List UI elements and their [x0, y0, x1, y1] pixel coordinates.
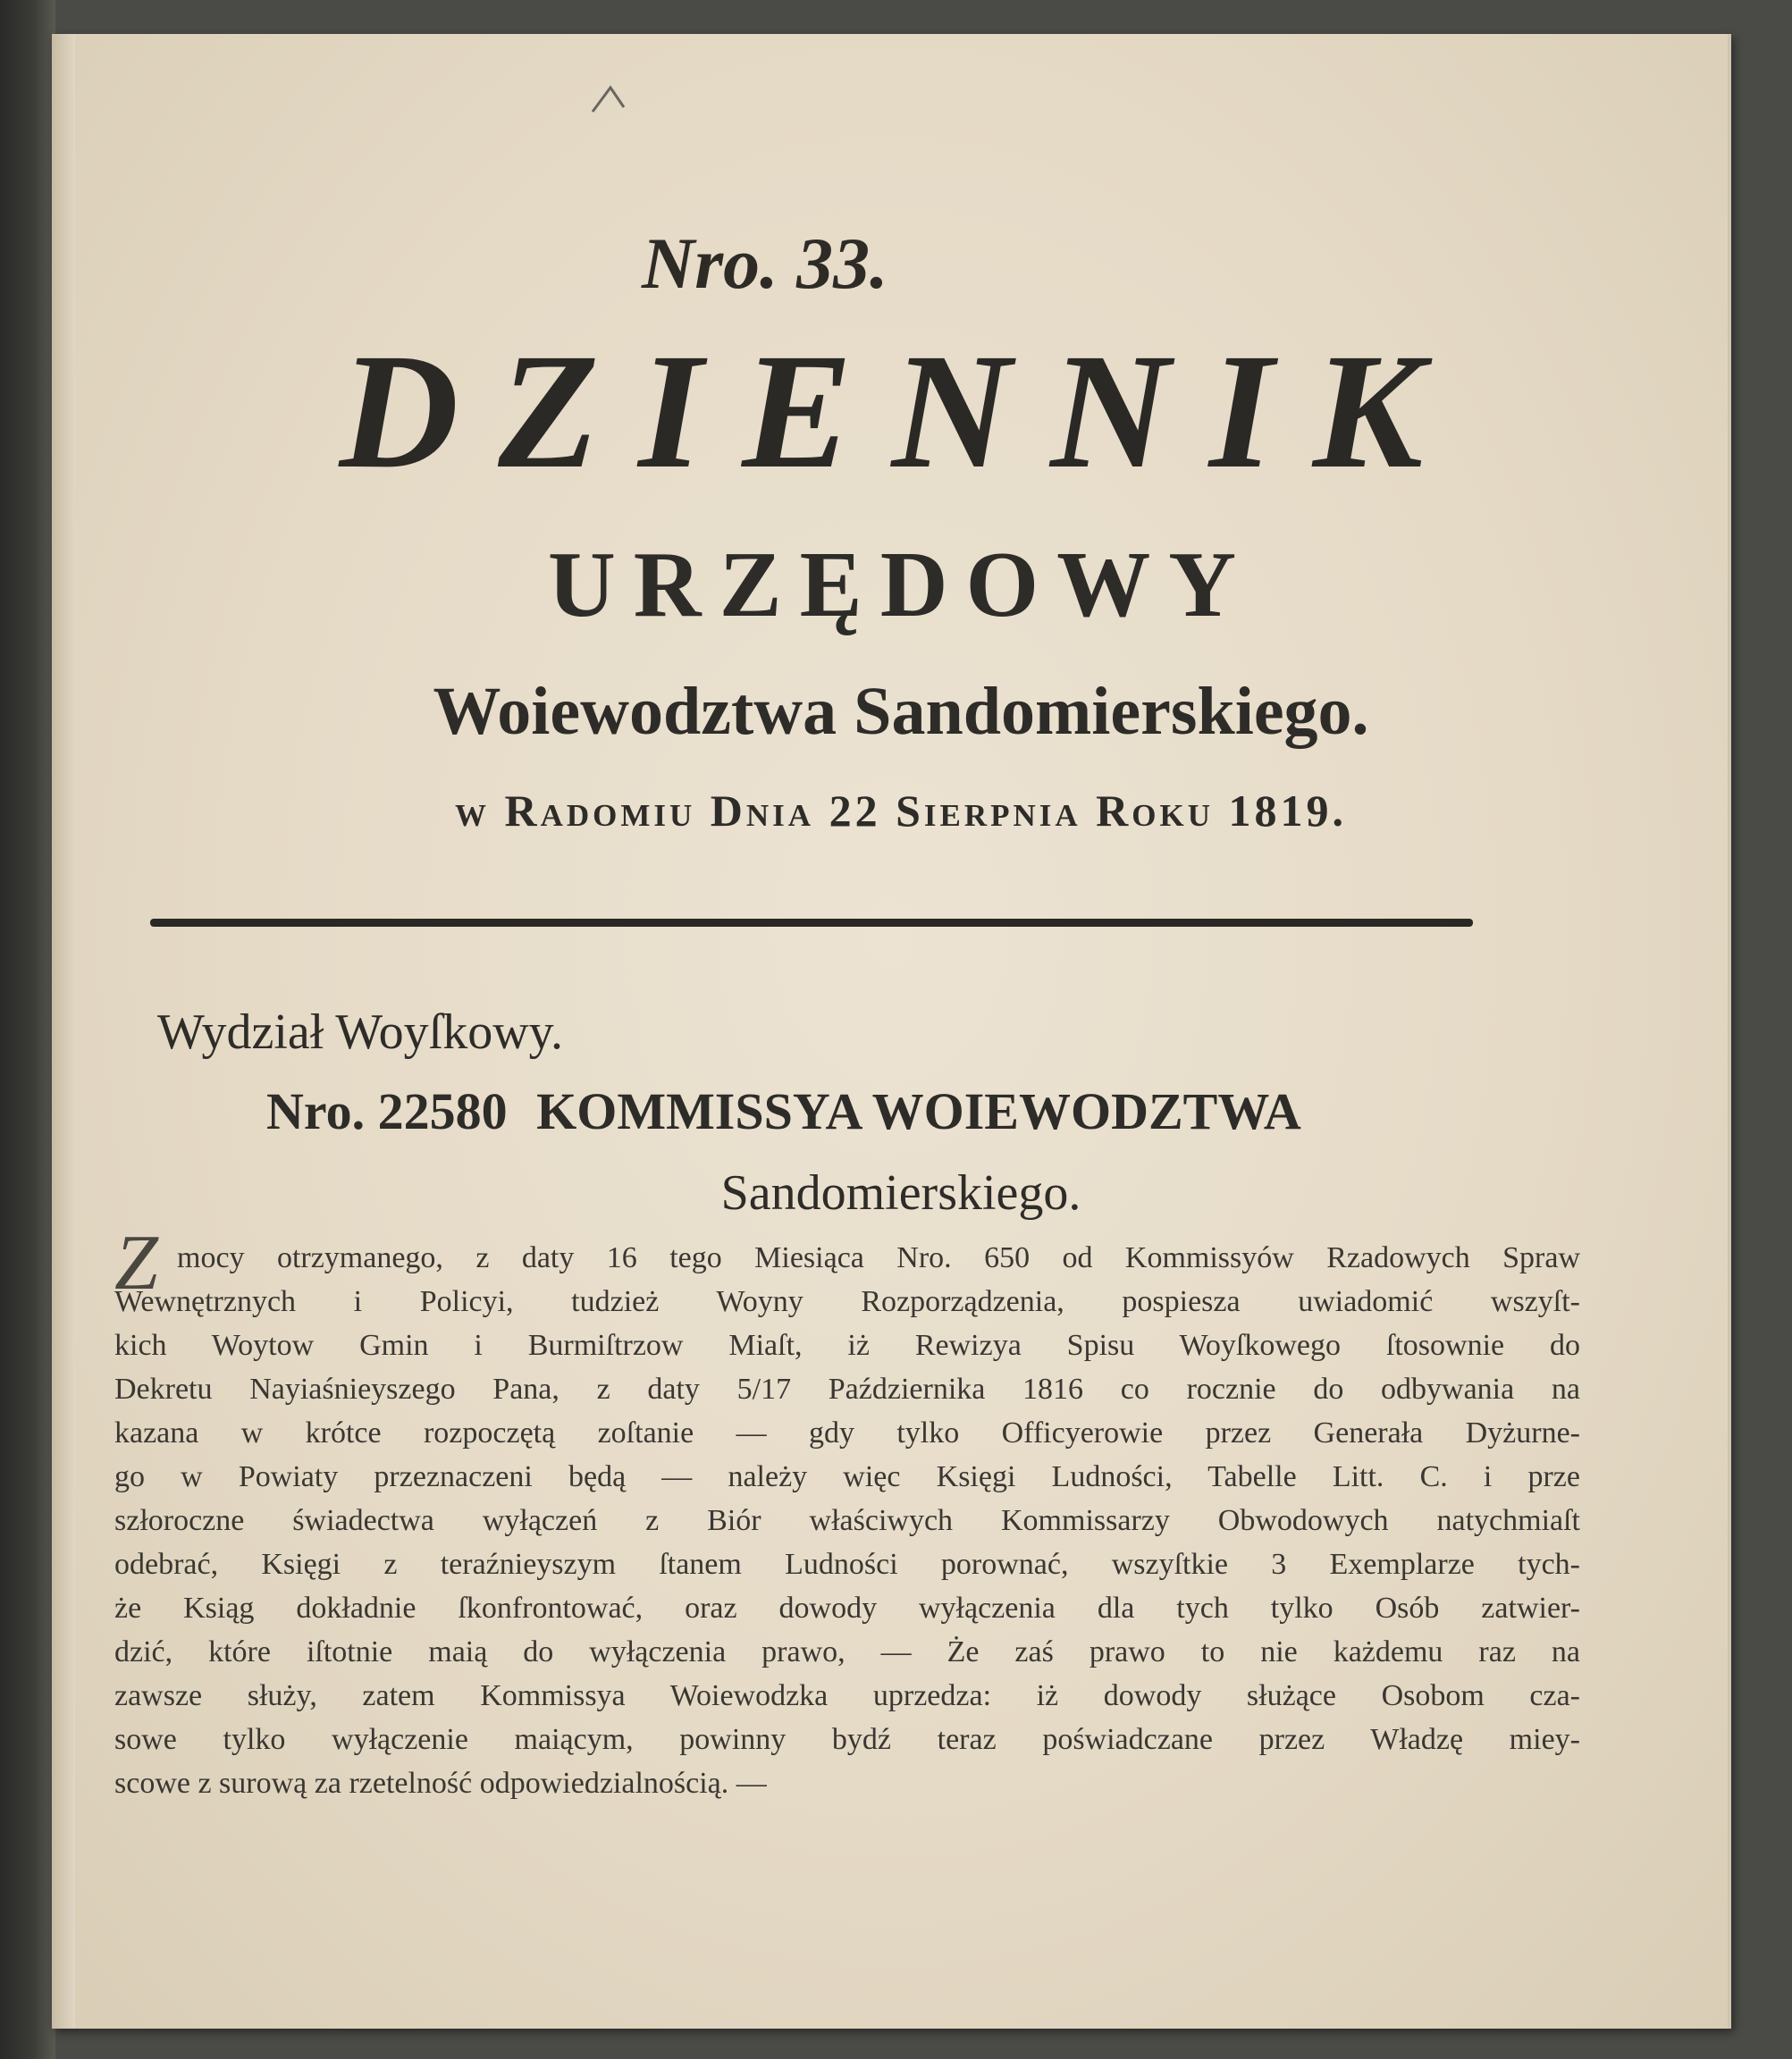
issuer-name: KOMMISSYA WOIEWODZTWA: [536, 1082, 1301, 1140]
department-heading: Wydział Woyſkowy.: [157, 1004, 564, 1060]
body-line: go w Powiaty przeznaczeni będą — należy więc Księgi Ludności, Tabelle Litt. C. i prze: [114, 1460, 1580, 1493]
body-line: Wewnętrznych i Policyi, tudzież Woyny Rozporządzenia, pospiesza uwiadomić wszyſt-: [114, 1285, 1580, 1318]
body-line: dzić, które iſtotnie maią do wyłączenia prawo, — Że zaś prawo to nie każdemu raz na: [114, 1635, 1580, 1668]
document-page: [52, 34, 1731, 2029]
masthead-title: DZIENNIK: [339, 320, 1463, 503]
drop-cap: Z: [114, 1220, 158, 1307]
body-line: że Ksiąg dokładnie ſkonfrontować, oraz dowody wyłączenia dla tych tylko Osób zatwier-: [114, 1592, 1580, 1625]
region-line: Woiewodztwa Sandomierskiego.: [433, 674, 1369, 749]
body-line: odebrać, Księgi z teraźnieyszym ſtanem Ludności porownać, wszyſtkie 3 Exemplarze tych-: [114, 1548, 1580, 1581]
body-line: mocy otrzymanego, z daty 16 tego Miesiąca Nro. 650 od Kommissyów Rzadowych Spraw: [177, 1241, 1580, 1274]
document-number: Nro. 22580: [266, 1082, 508, 1140]
body-line: sowe tylko wyłączenie maiącym, powinny bydź teraz poświadczane przez Władzę miey-: [114, 1723, 1580, 1756]
body-paragraph: [114, 1236, 1580, 1805]
masthead-subtitle: URZĘDOWY: [547, 532, 1255, 636]
body-line: kich Woytow Gmin i Burmiſtrzow Miaſt, iż Rewizya Spisu Woyſkowego ſtosownie do: [114, 1329, 1580, 1362]
pencil-mark-icon: [588, 80, 642, 125]
body-line: scowe z surową za rzetelność odpowiedzialnością. —: [114, 1767, 767, 1800]
body-line: Dekretu Nayiaśnieyszego Pana, z daty 5/17 Października 1816 co rocznie do odbywania na: [114, 1373, 1580, 1406]
body-line: zawsze służy, zatem Kommissya Woiewodzka uprzedza: iż dowody służące Osobom cza-: [114, 1679, 1580, 1712]
commission-heading: [266, 1081, 1518, 1141]
header-divider: [150, 919, 1473, 927]
dateline: w Radomiu Dnia 22 Sierpnia Roku 1819.: [454, 786, 1348, 836]
page-edge-shadow: [52, 34, 75, 2029]
body-line: szłoroczne świadectwa wyłączeń z Biór właściwych Kommissarzy Obwodowych natychmiaſt: [114, 1504, 1580, 1537]
body-line: kazana w krótce rozpoczętą zoſtanie — gdy tylko Officyerowie przez Generała Dyżurne-: [114, 1416, 1580, 1450]
issuer-subline: Sandomierskiego.: [720, 1165, 1081, 1221]
book-spine: [0, 0, 55, 2059]
issue-number: Nro. 33.: [642, 223, 888, 304]
